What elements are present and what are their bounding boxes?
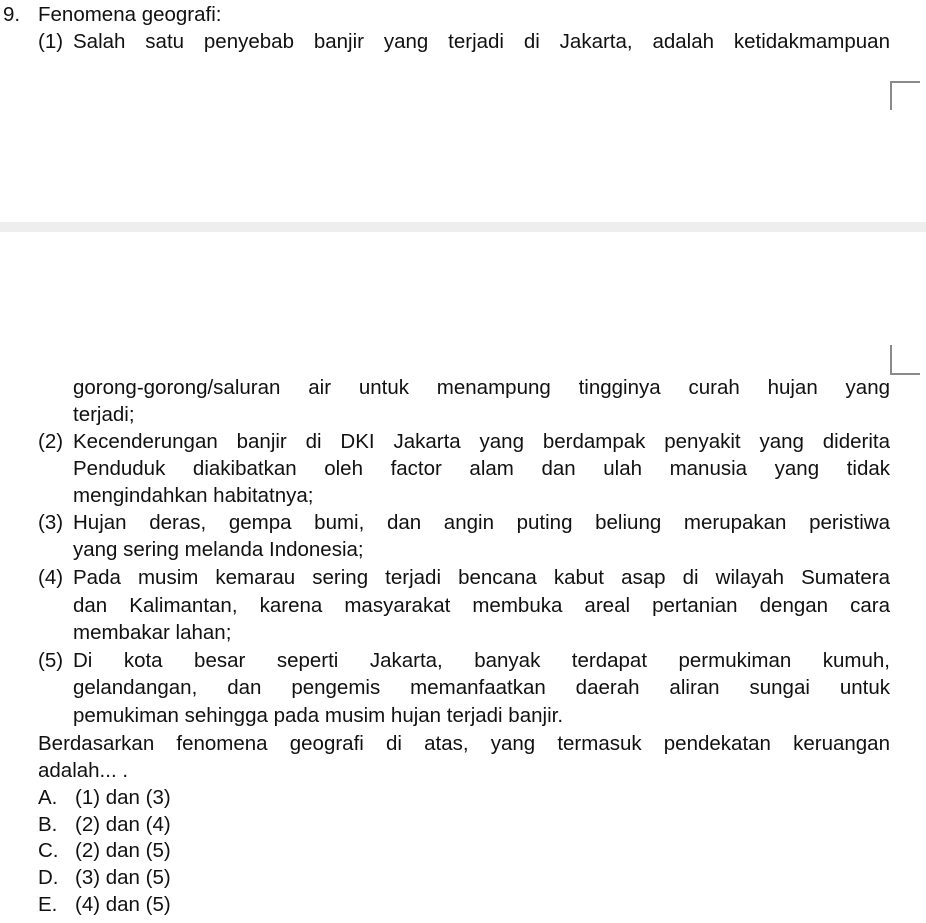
page-corner-mark-bottom (890, 345, 920, 375)
item-2-text-end: mengindahkan habitatnya; (73, 484, 314, 507)
item-5-text: Di kota besar seperti Jakarta, banyak terdapat permukiman kumuh, (73, 649, 890, 672)
option-d-letter: D. (38, 866, 59, 889)
item-4-label: (4) (38, 566, 64, 589)
item-1-text: Salah satu penyebab banjir yang terjadi di Jakarta, adalah ketidakmampuan (73, 30, 890, 53)
item-2-text: Kecenderungan banjir di DKI Jakarta yang berdampak penyakit yang diderita (73, 430, 890, 453)
question-number: 9. (3, 3, 21, 26)
item-2-label: (2) (38, 430, 64, 453)
page-break-bar (0, 222, 926, 232)
item-5-text-end: pemukiman sehingga pada musim hujan terjadi banjir. (73, 704, 564, 727)
page-corner-mark-top (890, 81, 920, 110)
item-4-text-end: membakar lahan; (73, 621, 232, 644)
option-c-text: (2) dan (5) (75, 839, 171, 862)
item-3-label: (3) (38, 511, 64, 534)
option-c-letter: C. (38, 839, 59, 862)
question-prompt-end: adalah... . (38, 759, 129, 782)
item-3-text-end: yang sering melanda Indonesia; (73, 538, 364, 561)
question-prompt: Berdasarkan fenomena geografi di atas, yang termasuk pendekatan keruangan (38, 732, 890, 755)
option-a-text: (1) dan (3) (75, 786, 171, 809)
option-e-letter: E. (38, 893, 58, 916)
item-4-text: Pada musim kemarau sering terjadi bencana kabut asap di wilayah Sumatera (73, 566, 890, 589)
option-b-letter: B. (38, 813, 58, 836)
item-1-label: (1) (38, 30, 64, 53)
item-5-text-cont: gelandangan, dan pengemis memanfaatkan daerah aliran sungai untuk (73, 676, 890, 699)
item-2-text-cont: Penduduk diakibatkan oleh factor alam dan ulah manusia yang tidak (73, 457, 890, 480)
item-5-label: (5) (38, 649, 64, 672)
option-e-text: (4) dan (5) (75, 893, 171, 916)
option-a-letter: A. (38, 786, 58, 809)
option-d-text: (3) dan (5) (75, 866, 171, 889)
option-b-text: (2) dan (4) (75, 813, 171, 836)
item-1-text-cont: gorong-gorong/saluran air untuk menampung tingginya curah hujan yang (73, 376, 890, 399)
question-title: Fenomena geografi: (38, 3, 222, 26)
item-4-text-cont: dan Kalimantan, karena masyarakat membuka areal pertanian dengan cara (73, 594, 890, 617)
item-1-text-end: terjadi; (73, 403, 135, 426)
item-3-text: Hujan deras, gempa bumi, dan angin puting beliung merupakan peristiwa (73, 511, 890, 534)
